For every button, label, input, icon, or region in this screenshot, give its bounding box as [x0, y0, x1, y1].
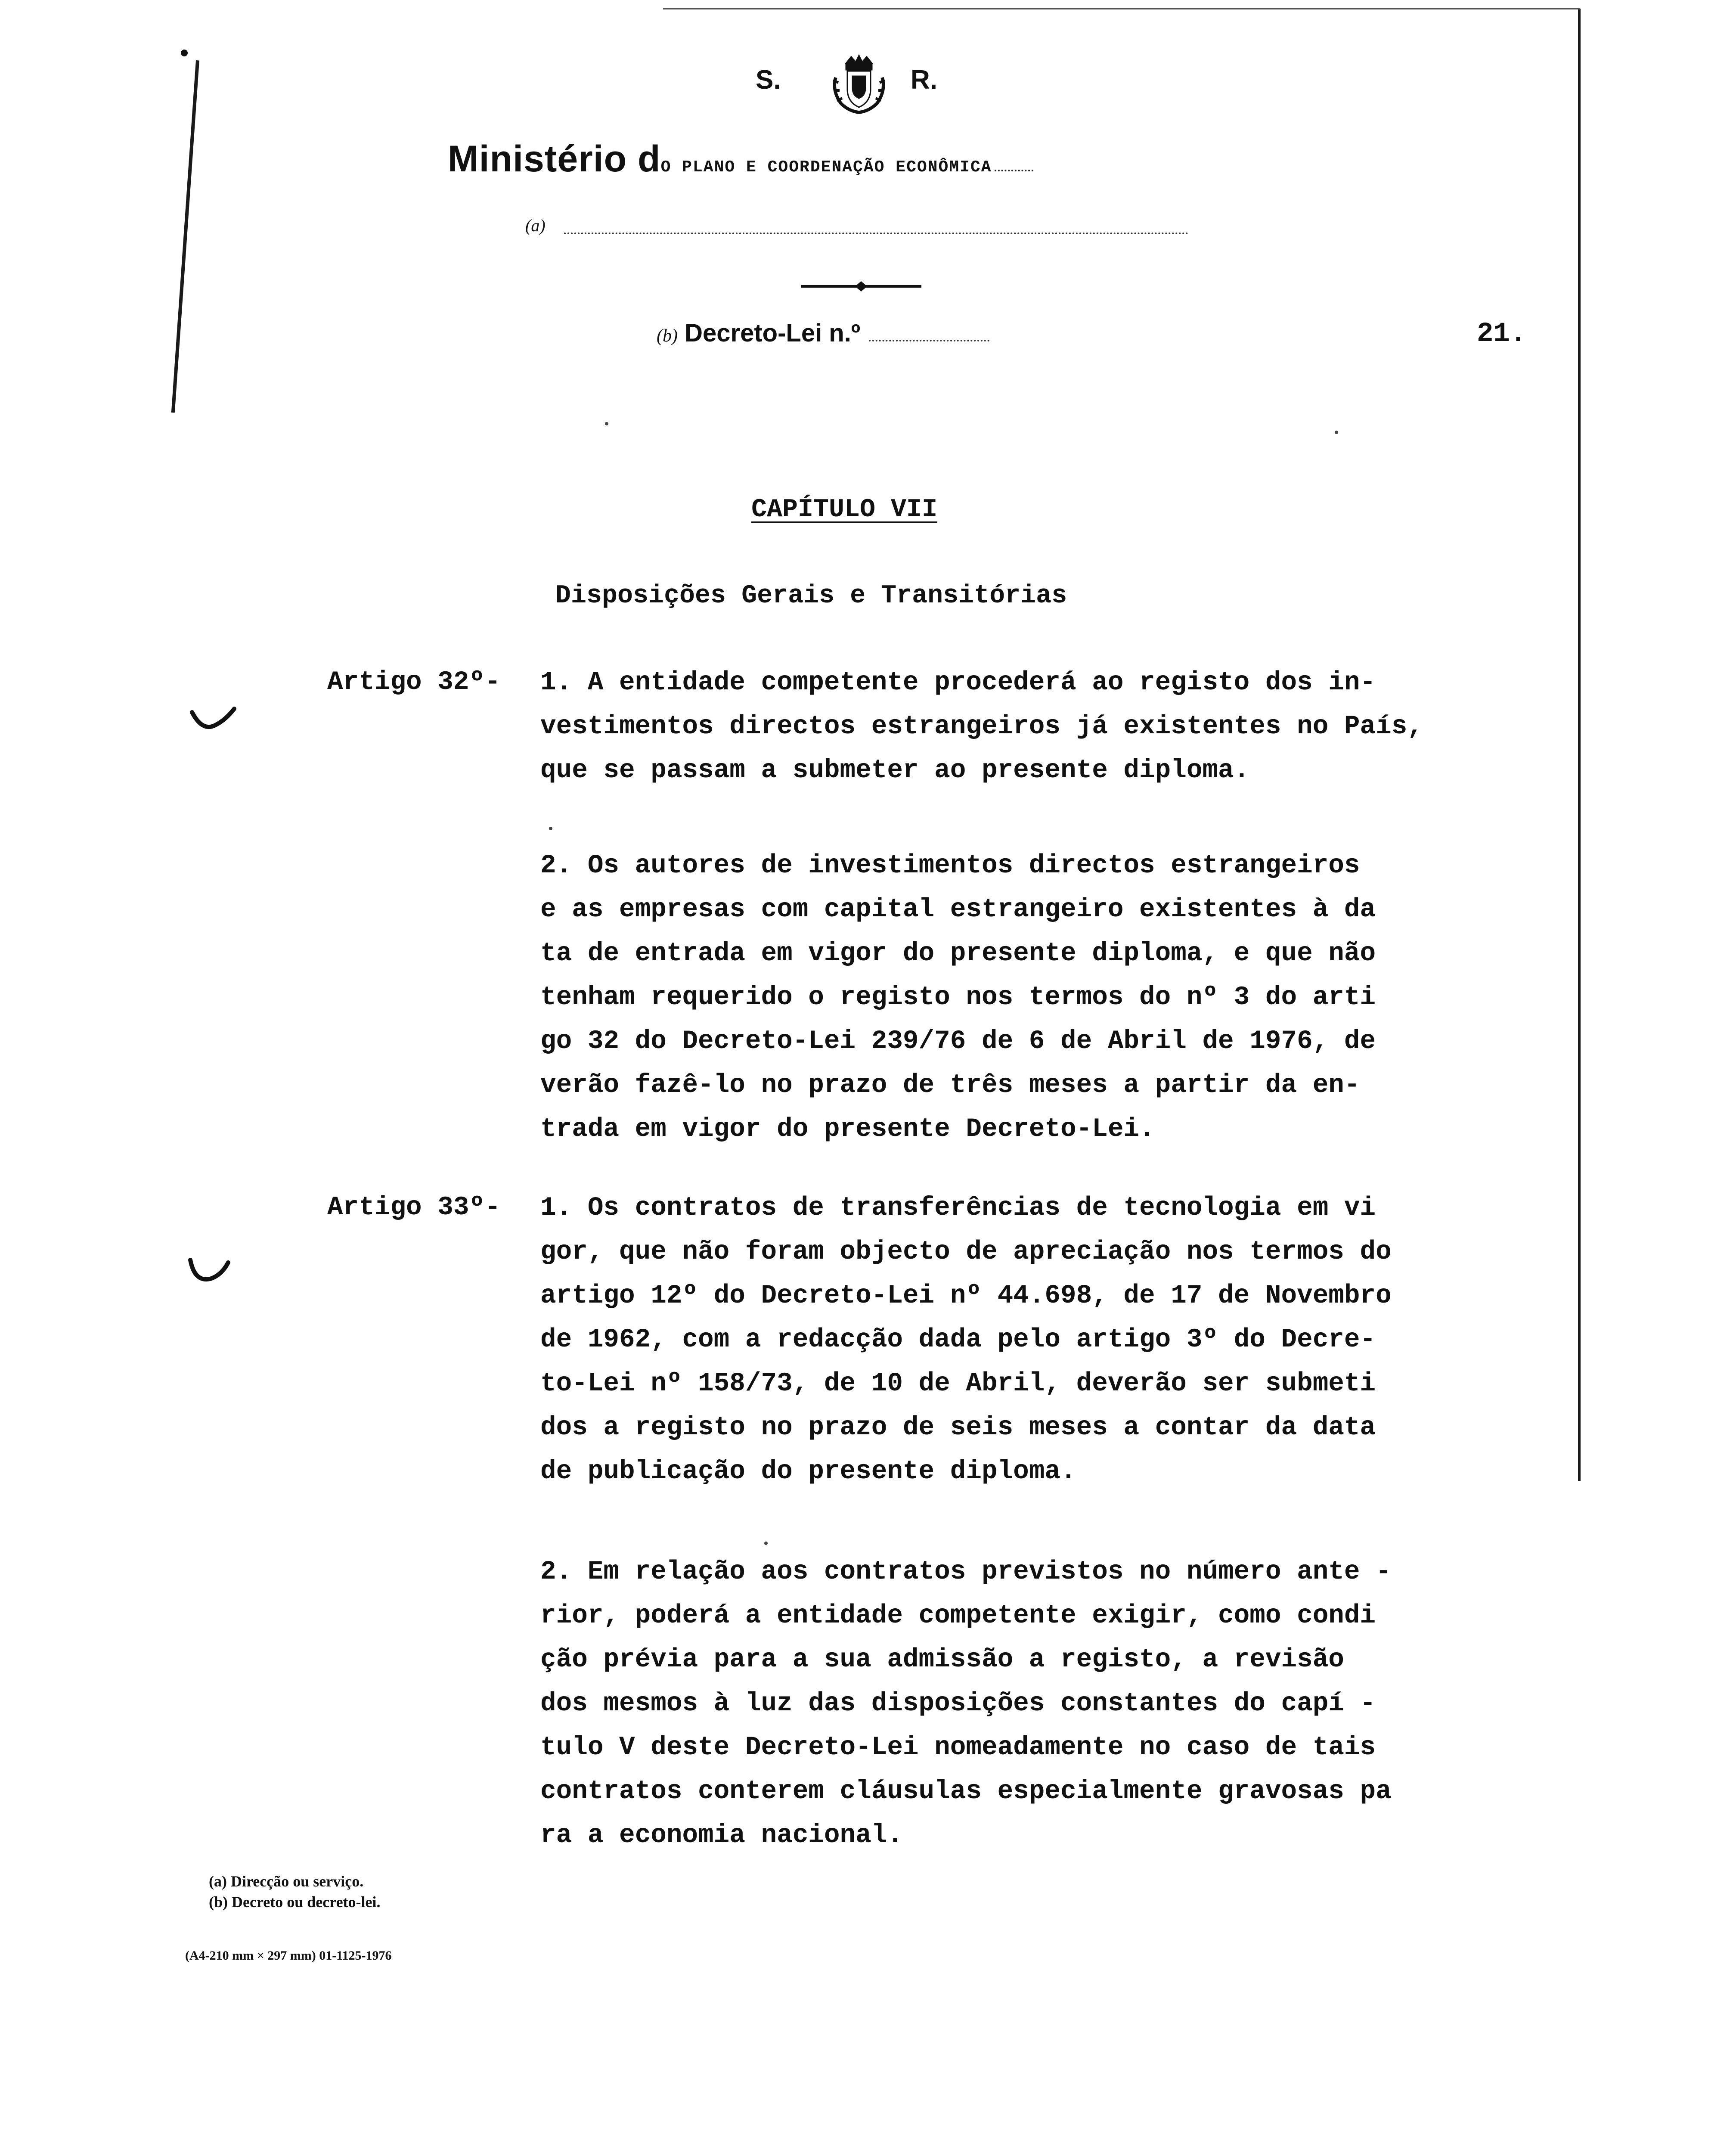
form-code: (A4-210 mm × 297 mm) 01-1125-1976	[185, 1948, 392, 1963]
paragraph-line: dos mesmos à luz das disposições constantes do capí -	[540, 1689, 1376, 1719]
article-paragraph	[540, 1550, 1392, 1858]
paragraph-line: tulo V deste Decreto-Lei nomeadamente no caso de tais	[540, 1733, 1376, 1762]
paragraph-line: artigo 12º do Decreto-Lei nº 44.698, de 17 de Novembro	[540, 1281, 1392, 1311]
footnotes	[209, 1871, 381, 1912]
header-seal-row	[0, 52, 1736, 116]
paragraph-line: de 1962, com a redacção dada pelo artigo 3º do Decre-	[540, 1325, 1376, 1355]
decreto-note-mark: (b)	[657, 326, 678, 346]
checkmark-icon	[189, 706, 237, 736]
checkmark-icon	[185, 1257, 232, 1287]
scan-speck	[549, 827, 552, 830]
scan-speck	[764, 1542, 768, 1545]
scan-speck	[605, 422, 608, 425]
chapter-title: CAPÍTULO VII	[751, 495, 938, 524]
paragraph-line: ra a economia nacional.	[540, 1821, 903, 1850]
article-paragraph	[540, 661, 1423, 793]
paragraph-line: 2. Em relação aos contratos previstos no número ante -	[540, 1557, 1392, 1587]
decreto-line	[657, 319, 1087, 353]
page-number: 21.	[1477, 319, 1527, 350]
paragraph-line: e as empresas com capital estrangeiro existentes à da	[540, 895, 1376, 924]
paragraph-line: ção prévia para a sua admissão a registo, a revisão	[540, 1645, 1344, 1675]
ministry-label: Ministério d	[448, 138, 661, 180]
paragraph-line: to-Lei nº 158/73, de 10 de Abril, deverão ser submeti	[540, 1369, 1376, 1399]
article-paragraph	[540, 844, 1376, 1151]
paragraph-line: 1. Os contratos de transferências de tecnologia em vi	[540, 1193, 1376, 1223]
ministry-name: O PLANO E COORDENAÇÃO ECONÔMICA	[660, 158, 992, 177]
paragraph-line: verão fazê-lo no prazo de três meses a partir da en-	[540, 1070, 1360, 1100]
paragraph-line: rior, poderá a entidade competente exigir, como condi	[540, 1601, 1376, 1631]
paragraph-line: gor, que não foram objecto de apreciação nos termos do	[540, 1237, 1392, 1267]
paragraph-line: 1. A entidade competente procederá ao registo dos in-	[540, 668, 1376, 698]
paragraph-line: de publicação do presente diploma.	[540, 1457, 1076, 1486]
paragraph-line: contratos conterem cláusulas especialmente gravosas pa	[540, 1777, 1392, 1806]
seal-left-letter: S.	[756, 65, 781, 95]
chapter-subtitle: Disposições Gerais e Transitórias	[555, 581, 1067, 611]
paragraph-line: trada em vigor do presente Decreto-Lei.	[540, 1114, 1155, 1144]
field-a	[525, 215, 1197, 241]
ornament-divider-icon	[801, 280, 921, 293]
paragraph-line: dos a registo no prazo de seis meses a contar da data	[540, 1413, 1376, 1443]
ministry-dotted-line	[995, 170, 1033, 171]
scan-edge-right	[1578, 9, 1581, 1481]
paragraph-line: que se passam a submeter ao presente diploma.	[540, 756, 1250, 785]
paragraph-line: tenham requerido o registo nos termos do nº 3 do arti	[540, 983, 1376, 1012]
decreto-label: Decreto-Lei n.º	[685, 319, 861, 347]
decreto-dotted-line	[869, 340, 989, 341]
field-a-dotted-line	[564, 233, 1188, 234]
paragraph-line: vestimentos directos estrangeiros já existentes no País,	[540, 712, 1423, 741]
scan-speck	[1335, 431, 1338, 434]
paragraph-line: 2. Os autores de investimentos directos estrangeiros	[540, 851, 1360, 881]
footnote: (a) Direcção ou serviço.	[209, 1873, 364, 1890]
paragraph-line: ta de entrada em vigor do presente diploma, e que não	[540, 939, 1376, 968]
ministry-heading	[448, 138, 1309, 185]
seal-right-letter: R.	[911, 65, 937, 95]
scan-edge-top	[663, 8, 1580, 9]
paragraph-line: go 32 do Decreto-Lei 239/76 de 6 de Abril de 1976, de	[540, 1027, 1376, 1056]
article-paragraph	[540, 1186, 1392, 1494]
coat-of-arms-icon	[827, 52, 891, 116]
article-label: Artigo 33º-	[327, 1193, 501, 1222]
field-a-label: (a)	[525, 216, 546, 235]
article-label: Artigo 32º-	[327, 667, 501, 697]
footnote: (b) Decreto ou decreto-lei.	[209, 1893, 381, 1911]
